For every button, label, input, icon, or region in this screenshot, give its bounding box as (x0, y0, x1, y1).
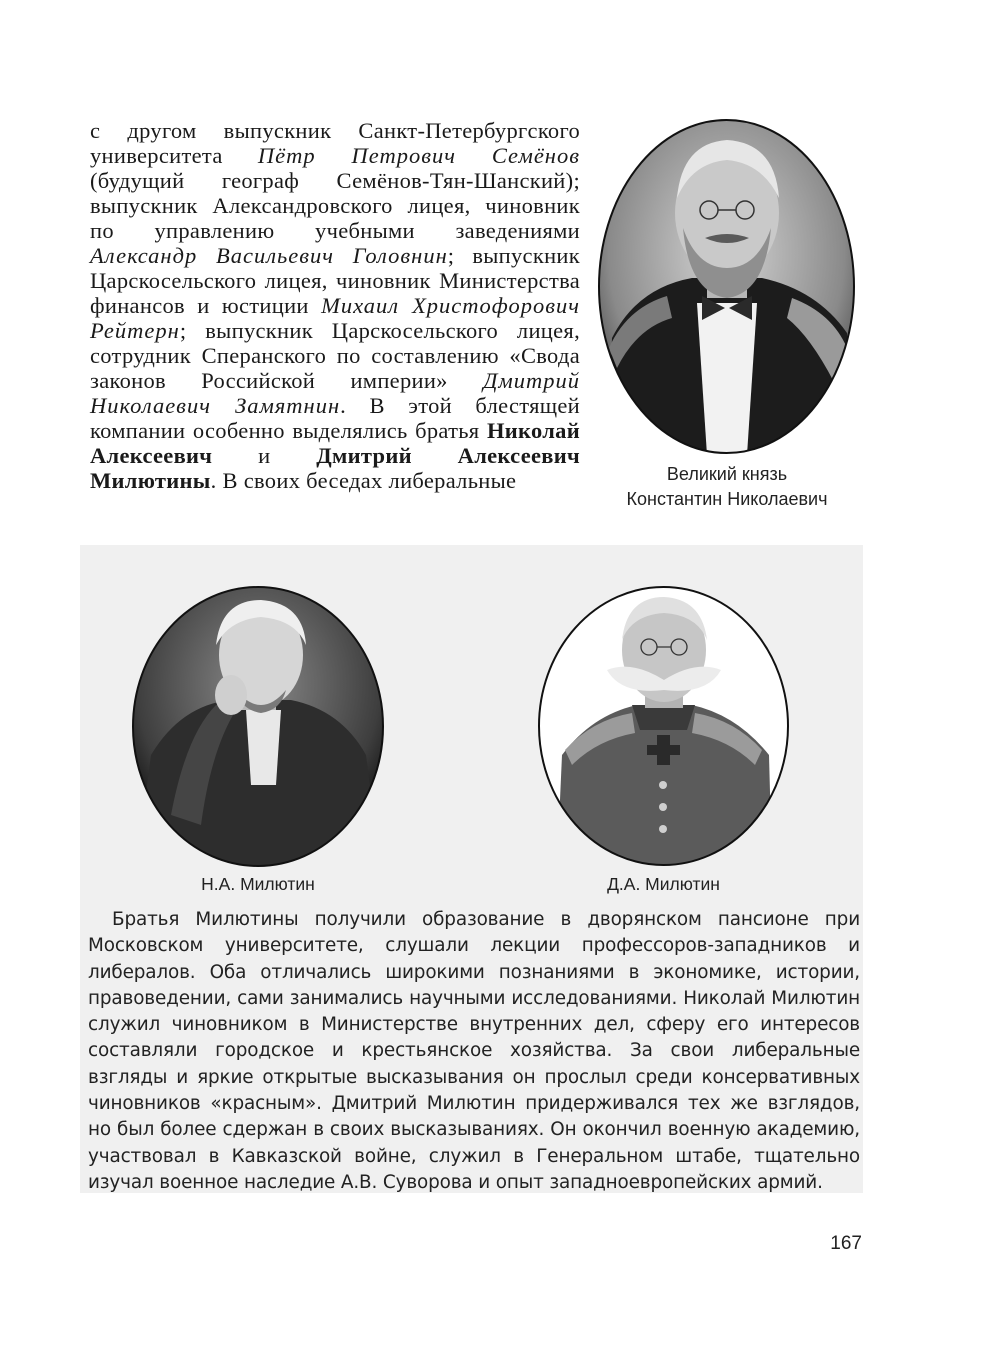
name-nikolai-milyutin: Николай Алексеевич (90, 418, 580, 468)
caption-na-milyutin: Н.А. Милютин (201, 874, 315, 894)
portrait-na-milyutin (131, 585, 385, 868)
caption-konstantin (596, 462, 858, 512)
main-paragraph (90, 118, 580, 493)
caption-line: Великий князь (666, 464, 788, 484)
text-run: (будущий географ Семёнов-Тян-Шанский); выпускник Александровского лицея, чиновник по управлению учебными заведениями (90, 168, 580, 243)
text-run: . В своих беседах либеральные (210, 468, 517, 493)
name-petr-semenov: Пётр Петрович Семёнов (257, 143, 580, 168)
portrait-konstantin-nikolaevich (597, 118, 856, 455)
name-dmitry-milyutin: Дмитрий Алексеевич Милютины (90, 443, 580, 493)
box-paragraph: Братья Милютины получили образование в дворянском пансионе при Московском университете, слушали лекции профессоров-западников и либералов. Оба отличались широкими познаниями в экономике, истории, правоведении, сами занимались научными исследованиями. Николай Милютин служил чиновником в Министерстве внутренних дел, сферу его интересов составляли городское и крестьянское хозяйства. За свои либеральные взгляды и яркие открытые высказывания он прослыл среди консервативных чиновников «красным». Дмитрий Милютин придерживался тех же взглядов, но был более сдержан в своих высказываниях. Он окончил военную академию, участвовал в Кавказской войне, служил в Генеральном штабе, тщательно изучал военное наследие А.В. Суворова и опыт западноевропейских армий. (88, 909, 860, 1193)
portrait-da-milyutin (537, 585, 790, 867)
text-run: ; выпускник Царскосельского лицея, чиновник Министерства финансов и юстиции (90, 243, 580, 318)
caption-da-milyutin: Д.А. Милютин (607, 874, 720, 894)
text-run: и (258, 443, 271, 468)
page-number: 167 (830, 1233, 862, 1254)
caption-line: Константин Николаевич (626, 489, 828, 509)
name-reitern: Михаил Христофорович Рейтерн (90, 293, 580, 343)
text-run: . В этой блестящей компании особенно выделялись братья (90, 393, 580, 443)
name-golovnin: Александр Васильевич Головнин (90, 243, 448, 268)
name-zamyatnin: Дмитрий Николаевич Замятнин (90, 368, 580, 418)
text-run: ; выпускник Царскосельского лицея, сотрудник Сперанского по составлению «Свода законов Российской империи» (90, 318, 580, 393)
text-run: с другом выпускник Санкт-Петербургского университета (90, 118, 580, 168)
